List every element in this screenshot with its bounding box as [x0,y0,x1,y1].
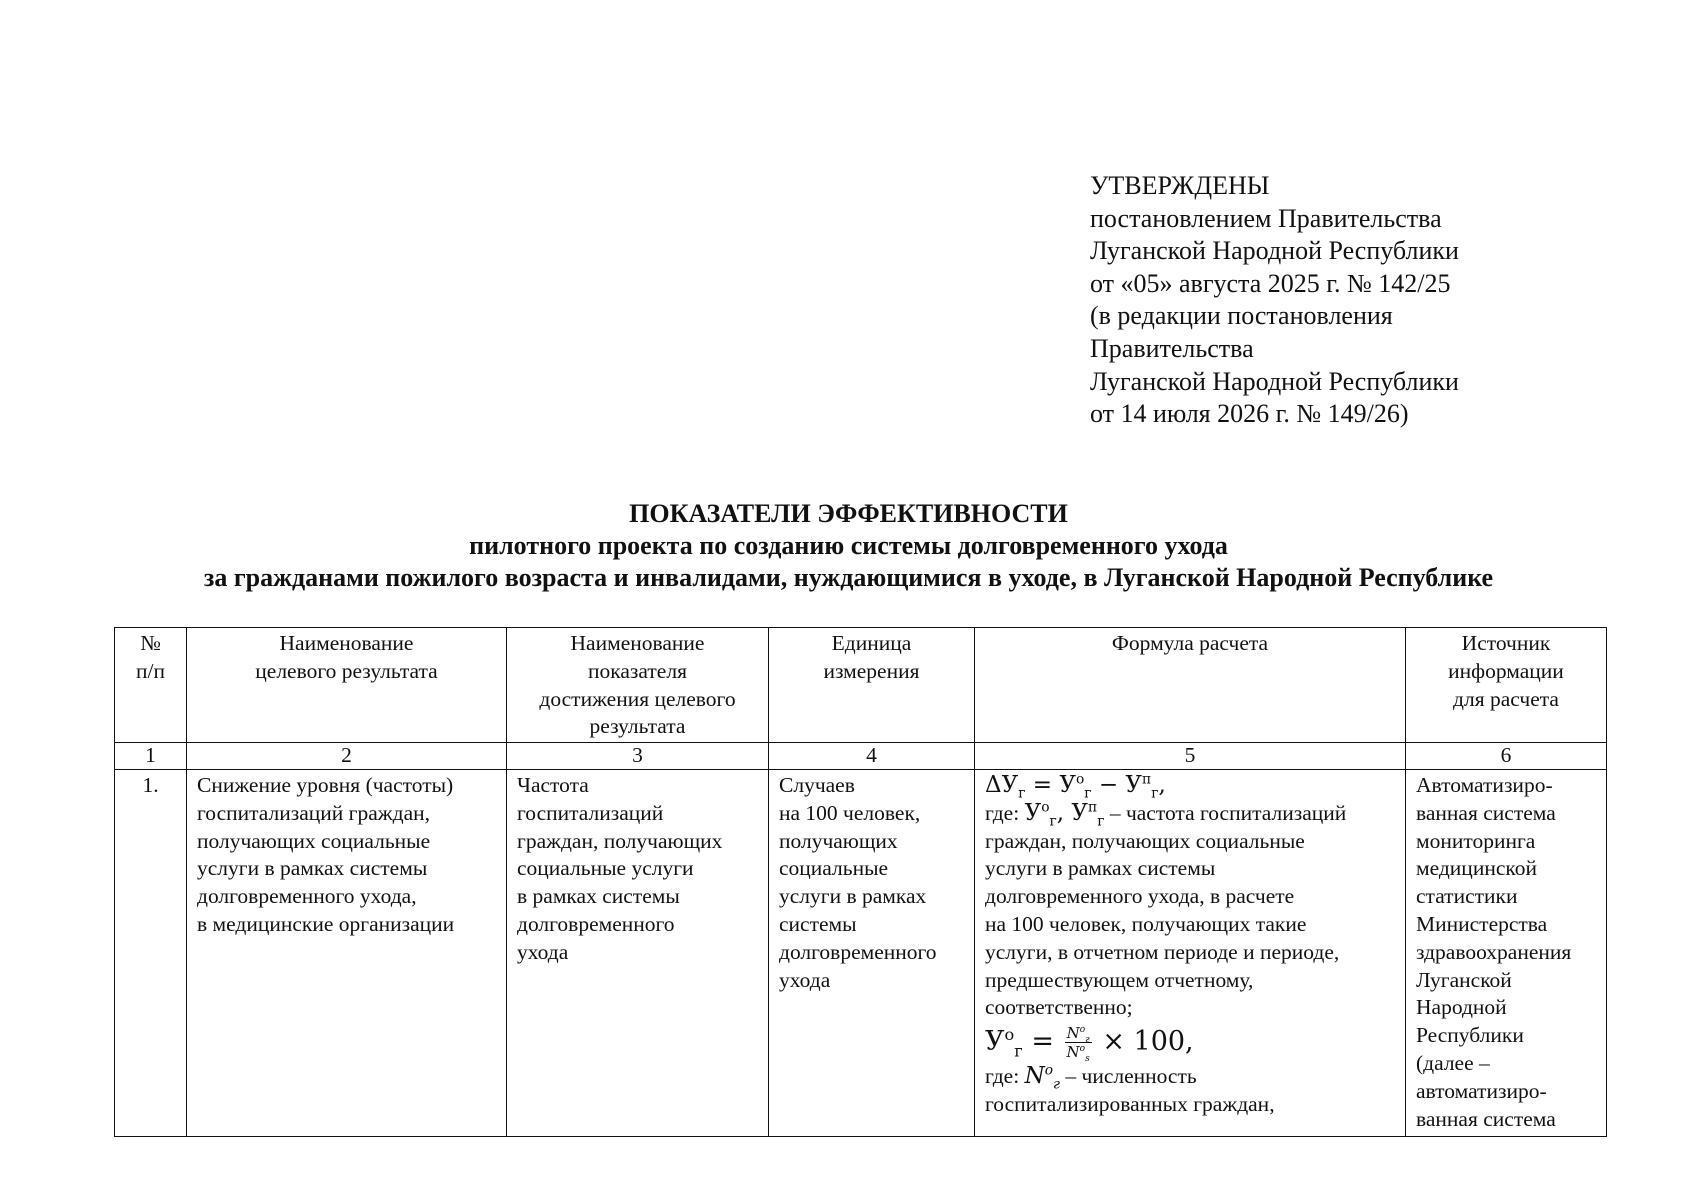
column-number-row [115,743,1607,770]
formula-where-text: – частота госпитализаций [1109,800,1347,825]
cell-line: автоматизиро- [1416,1078,1547,1103]
cell-line: в рамках системы [517,884,680,909]
cell-line: госпитализаций [517,800,664,825]
header-cell-formula [975,628,1406,743]
header-cell-number [115,628,187,743]
cell-line: граждан, получающих [517,828,723,853]
cell-line: долговременного ухода, [197,884,417,909]
formula-where-label: где: [985,800,1020,825]
cell-line: услуги в рамках системы [197,856,428,881]
cell-unit [769,770,975,1137]
cell-line: Министерства [1416,911,1548,936]
column-number: 2 [187,743,507,770]
cell-indicator [507,770,769,1137]
cell-line: в медицинские организации [197,911,455,936]
indicators-table [114,627,1607,1137]
document-title [0,498,1697,594]
cell-line: Случаев [779,773,855,797]
cell-source [1406,770,1607,1137]
approval-line: (в редакции постановления [1090,301,1393,331]
header-text: целевого результата [255,658,438,683]
formula-symbol: ΔУ [985,772,1019,798]
cell-line: социальные [779,856,889,881]
cell-line: Снижение уровня (частоты) [197,773,454,797]
cell-line: ухода [779,967,831,992]
approval-line: от «05» августа 2025 г. № 142/25 [1090,268,1451,298]
header-text: п/п [136,658,165,683]
approval-line: Луганской Народной Республики [1090,366,1459,396]
cell-line: услуги в рамках системы [985,856,1216,881]
cell-line: мониторинга [1416,828,1536,853]
cell-line: госпитализаций граждан, [197,800,431,825]
header-text: результата [589,714,686,739]
cell-line: получающих [779,828,898,853]
cell-line: услуги в рамках [779,884,927,909]
cell-line: статистики [1416,884,1518,909]
approval-block [1090,170,1459,431]
cell-line: на 100 человек, [779,800,921,825]
header-cell-unit [769,628,975,743]
cell-line: Народной [1416,995,1507,1020]
formula-where-text: – численность [1065,1064,1197,1089]
cell-line: (далее – [1416,1050,1490,1075]
header-text: информации [1448,658,1564,683]
title-line-3: за гражданами пожилого возраста и инвалидами, нуждающимися в уходе, в Луганской Народной Республике [203,563,1494,592]
cell-line: долговременного ухода, в расчете [985,884,1295,909]
row-number: 1. [115,770,187,1137]
cell-line: госпитализированных граждан, [985,1091,1275,1116]
column-number: 6 [1406,743,1607,770]
cell-line: ванная система [1416,800,1556,825]
header-text: достижения целевого [539,686,736,711]
header-text: Наименование [570,631,705,655]
header-cell-indicator [507,628,769,743]
formula-where-2: где: $N^о_г$ – численность [985,1062,1197,1093]
cell-line: Республики [1416,1023,1524,1048]
cell-line: системы [779,911,857,936]
cell-line: Частота [517,773,589,797]
cell-formula [975,770,1406,1137]
cell-line: граждан, получающих социальные [985,828,1305,853]
table-row [115,770,1607,1137]
cell-line: получающих социальные [197,828,431,853]
header-text: Источник [1461,631,1551,655]
approval-line: Правительства [1090,333,1254,363]
approval-line: Луганской Народной Республики [1090,236,1459,266]
cell-line: здравоохранения [1416,939,1572,964]
cell-line: соответственно; [985,995,1133,1020]
fraction: $\frac{N^о_г}{N^о_s}$ [1066,1024,1090,1065]
column-number: 5 [975,743,1406,770]
approval-line: от 14 июля 2026 г. № 149/26) [1090,399,1409,429]
cell-line: ванная система [1416,1106,1556,1131]
formula-tail: × 100, [1102,1026,1194,1058]
column-number: 3 [507,743,769,770]
header-cell-source [1406,628,1607,743]
cell-line: на 100 человек, получающих такие [985,911,1307,936]
column-number: 4 [769,743,975,770]
approval-line: УТВЕРЖДЕНЫ [1090,171,1270,200]
formula-where-label: где: [985,1064,1020,1089]
formula-delta: $\Delta У_г = У^о_г - У^п_г$, [985,771,1166,802]
approval-line: постановлением Правительства [1090,203,1442,233]
cell-line: долговременного [779,939,937,964]
cell-line: ухода [517,939,569,964]
cell-line: Автоматизиро- [1416,773,1553,797]
cell-line: медицинской [1416,856,1537,881]
header-text: Формула расчета [1111,631,1269,655]
title-line-1: ПОКАЗАТЕЛИ ЭФФЕКТИВНОСТИ [629,499,1068,528]
header-text: показателя [588,658,687,683]
column-number: 1 [115,743,187,770]
header-text: Наименование [279,631,414,655]
formula-where-1: где: $У^о_г$, $У^п_г$ – частота госпитализаций [985,799,1347,830]
header-text: № [140,631,161,655]
header-text: измерения [823,658,920,683]
cell-line: услуги, в отчетном периоде и периоде, [985,939,1340,964]
cell-result [187,770,507,1137]
header-cell-result [187,628,507,743]
cell-line: долговременного [517,911,675,936]
title-line-2: пилотного проекта по созданию системы долговременного ухода [469,531,1228,560]
cell-line: Луганской [1416,967,1512,992]
table-header-row [115,628,1607,743]
header-text: Единица [831,631,912,655]
cell-line: предшествующем отчетному, [985,967,1254,992]
formula-ratio: $У^о_г$ = $\frac{N^о_г}{N^о_s}$ × 100, [985,1024,1194,1065]
cell-line: социальные услуги [517,856,694,881]
header-text: для расчета [1453,686,1559,711]
